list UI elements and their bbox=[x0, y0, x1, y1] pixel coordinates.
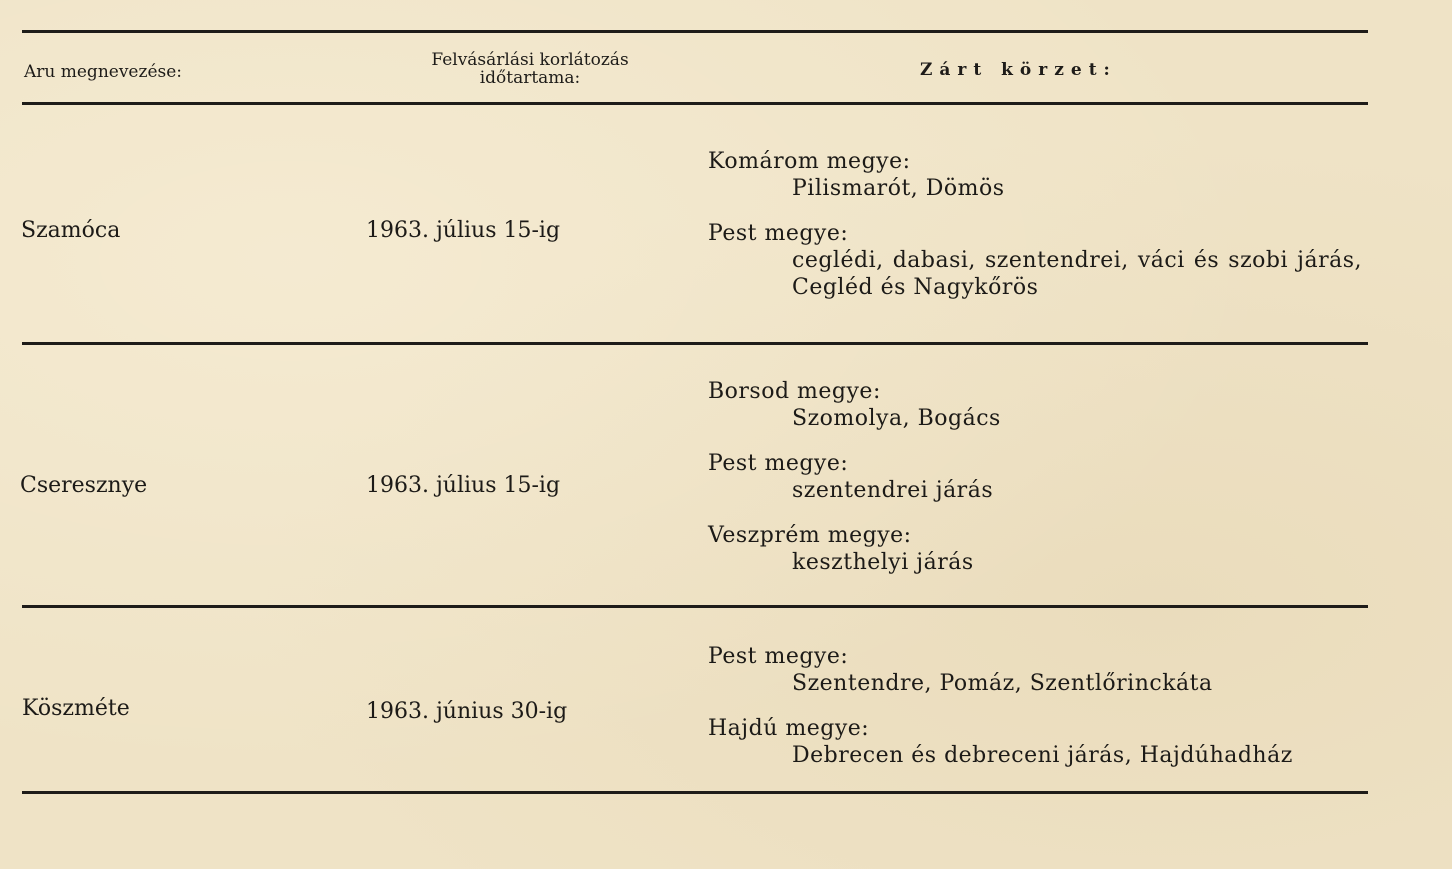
row-goods: Cseresznye bbox=[20, 473, 148, 498]
zone-county: Hajdú megye: bbox=[708, 716, 870, 741]
row-zone bbox=[708, 643, 1362, 769]
zone-county: Komárom megye: bbox=[708, 149, 911, 174]
zone-places: ceglédi, dabasi, szentendrei, váci és szobi járás, Cegléd és Nagykőrös bbox=[792, 248, 1362, 300]
header-duration-line2: időtartama: bbox=[479, 68, 581, 88]
zone-county: Pest megye: bbox=[708, 221, 849, 246]
header-duration bbox=[380, 51, 680, 87]
zone-places: Szomolya, Bogács bbox=[792, 406, 1001, 431]
header-zone: Zárt körzet: bbox=[920, 60, 1117, 80]
zone-county: Pest megye: bbox=[708, 644, 849, 669]
row-goods: Köszméte bbox=[22, 696, 130, 721]
header-bottom-rule bbox=[22, 102, 1368, 105]
table-top-rule bbox=[22, 30, 1368, 33]
header-duration-line1: Felvásárlási korlátozás bbox=[431, 50, 629, 70]
row-separator-rule bbox=[22, 605, 1368, 608]
row-zone bbox=[708, 148, 1362, 301]
zone-county: Borsod megye: bbox=[708, 379, 881, 404]
zone-places: Debrecen és debreceni járás, Hajdúhadház bbox=[792, 743, 1293, 768]
zone-county: Veszprém megye: bbox=[708, 523, 912, 548]
row-goods: Szamóca bbox=[21, 218, 121, 243]
zone-places: szentendrei járás bbox=[792, 478, 994, 503]
zone-places: Szentendre, Pomáz, Szentlőrinckáta bbox=[792, 671, 1213, 696]
row-separator-rule bbox=[22, 342, 1368, 345]
zone-county: Pest megye: bbox=[708, 451, 849, 476]
header-goods: Aru megnevezése: bbox=[24, 62, 183, 82]
row-zone bbox=[708, 378, 1362, 576]
table-bottom-rule bbox=[22, 791, 1368, 794]
zone-places: Pilismarót, Dömös bbox=[792, 176, 1005, 201]
row-duration: 1963. július 15-ig bbox=[366, 218, 561, 243]
zone-places: keszthelyi járás bbox=[792, 550, 974, 575]
row-duration: 1963. július 15-ig bbox=[366, 473, 561, 498]
row-duration: 1963. június 30-ig bbox=[366, 699, 568, 724]
